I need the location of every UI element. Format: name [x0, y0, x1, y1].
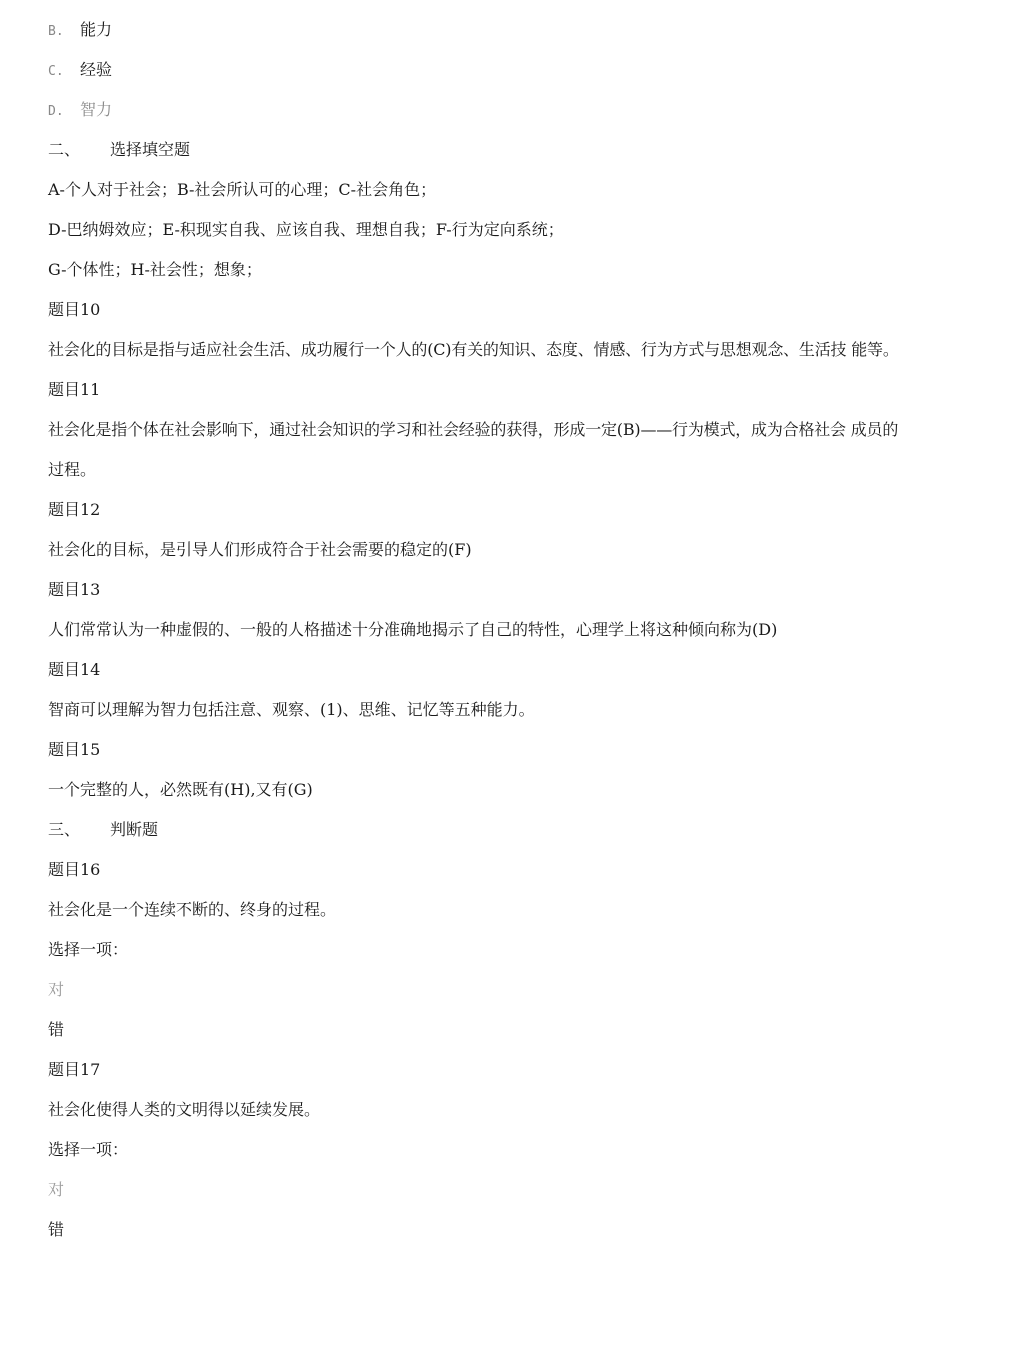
answer-option-true[interactable]: 对: [48, 1180, 65, 1199]
section-title: 选择填空题: [110, 140, 191, 159]
section-number: 二、: [48, 140, 81, 159]
answer-option-false[interactable]: 错: [48, 1220, 65, 1239]
question-title: 题目16: [48, 860, 101, 879]
section-title: 判断题: [110, 820, 159, 839]
question-title: 题目14: [48, 660, 101, 679]
question-text: 智商可以理解为智力包括注意、观察、(1)、思维、记忆等五种能力。: [48, 700, 535, 719]
answer-option-true[interactable]: 对: [48, 980, 65, 999]
question-text: 人们常常认为一种虚假的、一般的人格描述十分准确地揭示了自己的特性，心理学上将这种倾向称为(D): [48, 620, 778, 639]
option-c[interactable]: [48, 50, 988, 90]
option-text: 智力: [80, 100, 113, 119]
question-title: 题目10: [48, 300, 101, 319]
question-text: 一个完整的人，必然既有(H),又有(G): [48, 780, 313, 799]
question-text-continued: 过程。: [48, 460, 97, 479]
choice-bank-line: G-个体性；H-社会性；想象；: [48, 260, 262, 279]
choice-bank-line: D-巴纳姆效应；E-积现实自我、应该自我、理想自我；F-行为定向系统；: [48, 220, 564, 239]
section-heading-fill-in: [48, 130, 988, 170]
option-text: 经验: [80, 60, 113, 79]
question-text: 社会化是指个体在社会影响下，通过社会知识的学习和社会经验的获得，形成一定(B)——行为模式，成为合格社会 成员的: [48, 420, 899, 439]
option-letter: D.: [48, 104, 64, 119]
question-title: 题目15: [48, 740, 101, 759]
question-text: 社会化的目标，是引导人们形成符合于社会需要的稳定的(F): [48, 540, 472, 559]
choose-one-prompt: 选择一项：: [48, 1140, 129, 1159]
answer-option-false[interactable]: 错: [48, 1020, 65, 1039]
question-title: 题目12: [48, 500, 101, 519]
question-text: 社会化的目标是指与适应社会生活、成功履行一个人的(C)有关的知识、态度、情感、行为方式与思想观念、生活技 能等。: [48, 340, 899, 359]
option-text: 能力: [80, 20, 113, 39]
option-letter: C.: [48, 64, 64, 79]
question-title: 题目11: [48, 380, 101, 399]
question-text: 社会化使得人类的文明得以延续发展。: [48, 1100, 321, 1119]
section-number: 三、: [48, 820, 81, 839]
option-d[interactable]: [48, 90, 988, 130]
option-letter: B.: [48, 24, 64, 39]
document-page: [48, 0, 988, 1250]
choice-bank-line: A-个人对于社会；B-社会所认可的心理；C-社会角色；: [48, 180, 437, 199]
section-heading-true-false: [48, 810, 988, 850]
choose-one-prompt: 选择一项：: [48, 940, 129, 959]
question-text: 社会化是一个连续不断的、终身的过程。: [48, 900, 337, 919]
option-b[interactable]: [48, 10, 988, 50]
question-title: 题目13: [48, 580, 101, 599]
question-title: 题目17: [48, 1060, 101, 1079]
